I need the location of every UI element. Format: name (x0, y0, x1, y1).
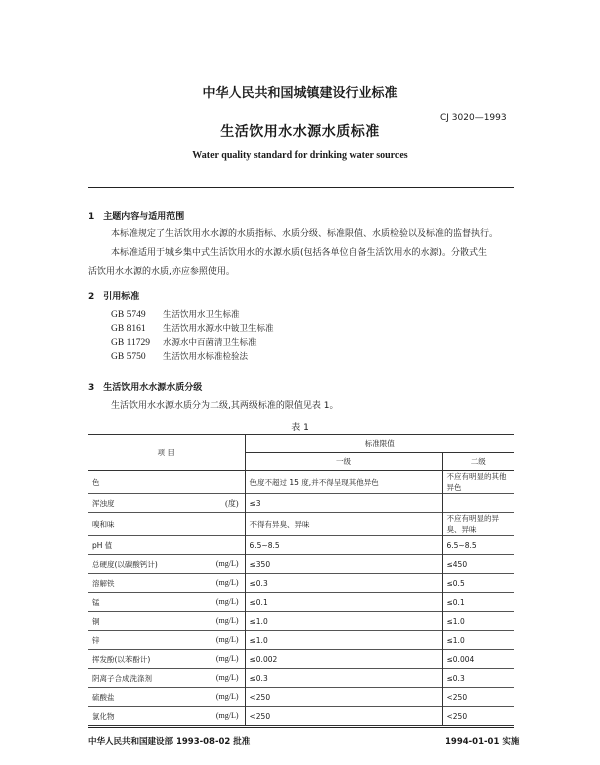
cell-item (88, 494, 245, 513)
cell-level2: ≤0.004 (442, 650, 514, 669)
cell-item (88, 471, 245, 494)
item-name: 阴离子合成洗涤剂 (92, 673, 152, 683)
item-name: 锌 (92, 635, 100, 645)
table-row (88, 593, 514, 612)
item-name: 铜 (92, 616, 100, 626)
cell-level1: ≤1.0 (245, 631, 442, 650)
item-name: 总硬度(以碳酸钙计) (92, 559, 158, 569)
cell-item (88, 555, 245, 574)
cell-item (88, 612, 245, 631)
item-name: pH 值 (92, 540, 113, 550)
item-unit: (mg/L) (215, 635, 239, 644)
cell-level1: ≤3 (245, 494, 442, 513)
table-row (88, 513, 514, 536)
cell-item (88, 513, 245, 536)
reference-item: GB 8161 生活饮用水源水中铍卫生标准 (111, 324, 274, 334)
standard-code: CJ 3020—1993 (440, 113, 507, 123)
cell-item (88, 593, 245, 612)
cell-level2: ≤0.5 (442, 574, 514, 593)
item-unit: (mg/L) (215, 616, 239, 625)
reference-item: GB 5749 生活饮用水卫生标准 (111, 310, 240, 320)
section-1-paragraph: 活饮用水水源的水质,亦应参照使用。 (88, 267, 235, 277)
item-unit: (mg/L) (215, 711, 239, 720)
cell-item (88, 574, 245, 593)
reference-item: GB 5750 生活饮用水标准检验法 (111, 352, 249, 362)
cell-item (88, 631, 245, 650)
cell-level2: <250 (442, 688, 514, 707)
item-name: 氯化物 (92, 711, 115, 721)
document-title-english: Water quality standard for drinking water sources (192, 150, 408, 161)
section-1-paragraph: 本标准适用于城乡集中式生活饮用水的水源水质(包括各单位自备生活饮用水的水源)。分散式生 (111, 248, 488, 258)
implementation-date: 1994-01-01 实施 (445, 737, 520, 747)
table-row (88, 669, 514, 688)
cell-item (88, 669, 245, 688)
item-name: 浑浊度 (92, 498, 115, 508)
cell-level1: ≤0.002 (245, 650, 442, 669)
cell-level2: ≤0.1 (442, 593, 514, 612)
cell-item (88, 536, 245, 555)
table-row (88, 471, 514, 494)
item-name: 挥发酚(以苯酚计) (92, 654, 151, 664)
cell-level1: 色度不超过 15 度,并不得呈现其他异色 (245, 471, 442, 494)
cell-item (88, 688, 245, 707)
item-unit: (mg/L) (215, 597, 239, 606)
cell-level2: 6.5~8.5 (442, 536, 514, 555)
table-row (88, 631, 514, 650)
approval-note: 中华人民共和国建设部 1993-08-02 批准 (88, 737, 251, 747)
section-2-heading: 2 引用标准 (88, 292, 140, 302)
table-row (88, 536, 514, 555)
item-unit: (mg/L) (215, 673, 239, 682)
item-name: 溶解铁 (92, 578, 115, 588)
column-header-level1: 一级 (245, 453, 442, 471)
table-caption: 表 1 (291, 423, 309, 433)
item-unit: (mg/L) (215, 578, 239, 587)
item-name: 硫酸盐 (92, 692, 115, 702)
column-header-level2: 二级 (442, 453, 514, 471)
cell-level1: <250 (245, 707, 442, 726)
item-unit: (mg/L) (215, 559, 239, 568)
cell-level2: ≤1.0 (442, 631, 514, 650)
footer-rule (88, 727, 514, 728)
section-1-paragraph: 本标准规定了生活饮用水水源的水质指标、水质分级、标准限值、水质检验以及标准的监督执行。 (111, 229, 499, 239)
cell-level2: 不应有明显的异臭、异味 (442, 513, 514, 536)
table-row (88, 494, 514, 513)
cell-level1: ≤1.0 (245, 612, 442, 631)
item-unit: (mg/L) (215, 692, 239, 701)
cell-level2: ≤0.3 (442, 669, 514, 688)
cell-level1: ≤350 (245, 555, 442, 574)
table-row (88, 574, 514, 593)
table-row (88, 612, 514, 631)
water-quality-table (88, 434, 514, 726)
table-row (88, 688, 514, 707)
reference-list (111, 308, 274, 364)
table-row (88, 707, 514, 726)
reference-item: GB 11729 水源水中百菌清卫生标准 (111, 338, 257, 348)
header-rule (88, 187, 514, 188)
cell-level1: 6.5~8.5 (245, 536, 442, 555)
item-unit: (度) (225, 499, 239, 508)
issuing-authority: 中华人民共和国城镇建设行业标准 (202, 86, 398, 101)
column-header-item: 项 目 (88, 435, 245, 471)
cell-item (88, 650, 245, 669)
cell-level1: ≤0.1 (245, 593, 442, 612)
table-row (88, 650, 514, 669)
item-name: 锰 (92, 597, 100, 607)
cell-level2: ≤450 (442, 555, 514, 574)
cell-level2: 不应有明显的其他异色 (442, 471, 514, 494)
section-3-heading: 3 生活饮用水水源水质分级 (88, 383, 203, 393)
cell-level1: <250 (245, 688, 442, 707)
item-name: 嗅和味 (92, 519, 115, 529)
table-row (88, 555, 514, 574)
cell-item (88, 707, 245, 726)
cell-level1: 不得有异臭、异味 (245, 513, 442, 536)
section-3-paragraph: 生活饮用水水源水质分为二级,其两级标准的限值见表 1。 (111, 401, 339, 411)
cell-level2 (442, 494, 514, 513)
item-name: 色 (92, 477, 100, 487)
column-header-limit: 标准限值 (245, 435, 514, 453)
cell-level1: ≤0.3 (245, 669, 442, 688)
document-title: 生活饮用水水源水质标准 (220, 124, 380, 140)
cell-level1: ≤0.3 (245, 574, 442, 593)
section-1-heading: 1 主题内容与适用范围 (88, 212, 185, 222)
cell-level2: ≤1.0 (442, 612, 514, 631)
cell-level2: <250 (442, 707, 514, 726)
item-unit: (mg/L) (215, 654, 239, 663)
